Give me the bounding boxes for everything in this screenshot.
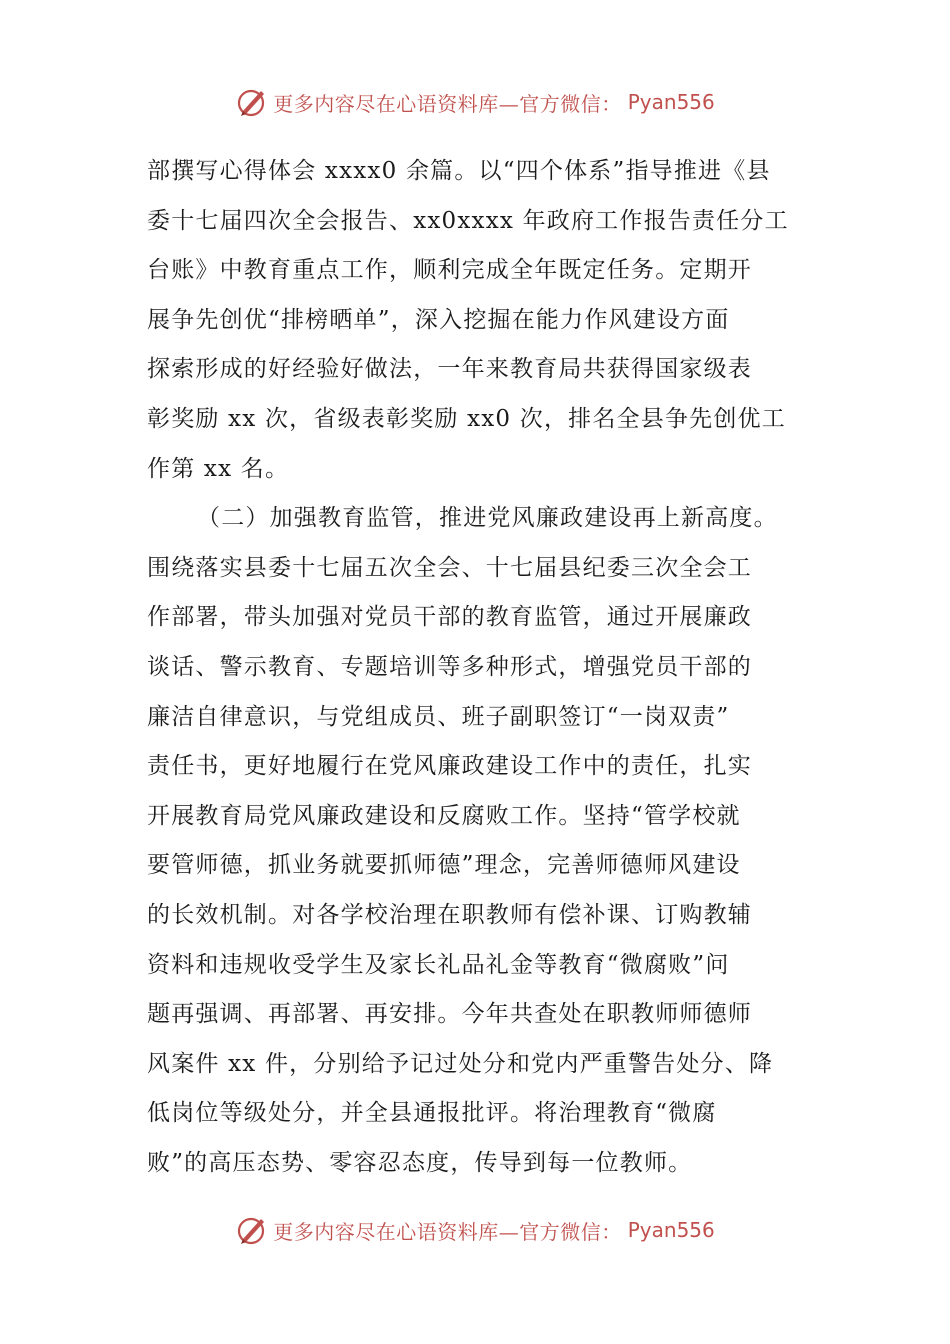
text-line: 作部署，带头加强对党员干部的教育监管，通过开展廉政 [147,604,752,631]
text-line: 资料和违规收受学生及家长礼品礼金等教育“微腐败”问 [147,951,730,978]
text-line: 围绕落实县委十七届五次全会、十七届县纪委三次全会工 [147,554,752,581]
header-wechat-id: Pyan556 [627,90,715,114]
text-line: 彰奖励 xx 次，省级表彰奖励 xx0 次，排名全县争先创优工 [147,405,786,432]
text-line: 责任书，更好地履行在党风廉政建设工作中的责任，扎实 [147,753,752,780]
text-line: 题再强调、再部署、再安排。今年共查处在职教师师德师 [147,1001,752,1028]
text-line: 的长效机制。对各学校治理在职教师有偿补课、订购教辅 [147,901,752,928]
footer-slogan: 更多内容尽在心语资料库—官方微信： [273,1219,622,1244]
text-line: 败”的高压态势、零容忍态度，传导到每一位教师。 [147,1149,693,1176]
footer-wechat-id: Pyan556 [627,1218,715,1242]
text-line: 委十七届四次全会报告、xx0xxxx 年政府工作报告责任分工 [147,207,789,234]
text-line: 谈话、警示教育、专题培训等多种形式，增强党员干部的 [147,653,752,680]
text-line: 低岗位等级处分，并全县通报批评。将治理教育“微腐 [147,1100,717,1127]
text-line: 廉洁自律意识，与党组成员、班子副职签订“一岗双责” [147,703,730,730]
text-line: 台账》中教育重点工作，顺利完成全年既定任务。定期开 [147,257,752,284]
pen-circle-logo-icon [235,85,269,119]
text-line: 部撰写心得体会 xxxx0 余篇。以“四个体系”指导推进《县 [147,158,771,184]
text-line: 作第 xx 名。 [147,455,290,482]
text-line: 风案件 xx 件，分别给予记过处分和党内严重警告处分、降 [147,1050,774,1077]
footer-banner [0,1210,950,1250]
document-body [147,147,812,1188]
header-slogan: 更多内容尽在心语资料库—官方微信： [273,91,622,116]
text-line: 开展教育局党风廉政建设和反腐败工作。坚持“管学校就 [147,802,741,829]
text-line: 展争先创优“排榜晒单”，深入挖掘在能力作风建设方面 [147,306,730,333]
text-line: 探索形成的好经验好做法，一年来教育局共获得国家级表 [147,356,752,383]
text-line: 要管师德，抓业务就要抓师德”理念，完善师德师风建设 [147,852,741,879]
section-heading-line: （二）加强教育监管，推进党风廉政建设再上新高度。 [197,505,778,532]
header-banner [0,82,950,122]
pen-circle-logo-icon [235,1213,269,1247]
